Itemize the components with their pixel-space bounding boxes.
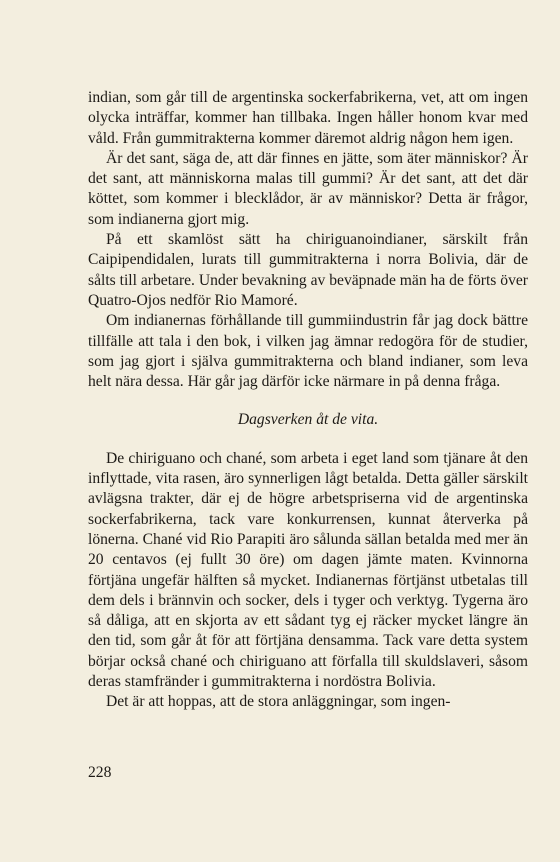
paragraph: Om indianernas förhållande till gummiindustrin får jag dock bättre tillfälle att tala i den bok, i vilken jag ämnar redogöra för de studier, som jag gjort i själva gummitrakterna och bland indianer, som leva helt nära dessa. Här går jag därför icke närmare in på denna fråga. <box>88 312 528 391</box>
paragraph: indian, som går till de argentinska sockerfabrikerna, vet, att om ingen olycka inträffar, kommer han tillbaka. Ingen håller honom kvar med våld. Från gummitrakterna kommer däremot aldrig någon hem igen. <box>88 89 528 147</box>
paragraph: På ett skamlöst sätt ha chiriguanoindianer, särskilt från Caipipendidalen, lurats till gummitrakterna i norra Bolivia, där de sålts till arbetare. Under bevakning av beväpnade män ha de förts över Quatro-Ojos nedför Rio Mamoré. <box>88 231 528 309</box>
paragraph: De chiriguano och chané, som arbeta i eget land som tjänare åt den inflyttade, vita rasen, äro synnerligen lågt betalda. Detta gäller särskilt avlägsna trakter, där ej de högre arbetspriserna vid de argentinska sockerfabrikerna, tack vare konkurrensen, kunnat återverka på lönerna. Chané vid Rio Parapiti äro sålunda sällan betalda med mer än 20 centavos (ej fullt 30 öre) om dagen jämte maten. Kvinnorna förtjäna ungefär hälften så mycket. Indianernas förtjänst utbetalas till dem dels i brännvin och socker, dels i tyger och verktyg. Tygerna äro så dåliga, att en skjorta av ett sådant tyg ej räcker mycket längre än den tid, som går åt för att förtjäna densamma. Tack vare detta system börjar också chané och chiriguano att förfalla till skuldslaveri, såsom deras stamfränder i gummitrakterna i nordöstra Bolivia. <box>88 449 528 691</box>
paragraph: Det är att hoppas, att de stora anläggningar, som ingen- <box>106 693 451 711</box>
page-number: 228 <box>88 764 112 781</box>
paragraph: Är det sant, säga de, att där finnes en jätte, som äter människor? Är det sant, att människorna malas till gummi? Är det sant, att det där köttet, som kommer i blecklådor, är av människor? Detta är frågor, som indianerna gjort mig. <box>88 149 528 228</box>
body-text <box>88 88 528 713</box>
section-heading: Dagsverken åt de vita. <box>237 411 379 429</box>
